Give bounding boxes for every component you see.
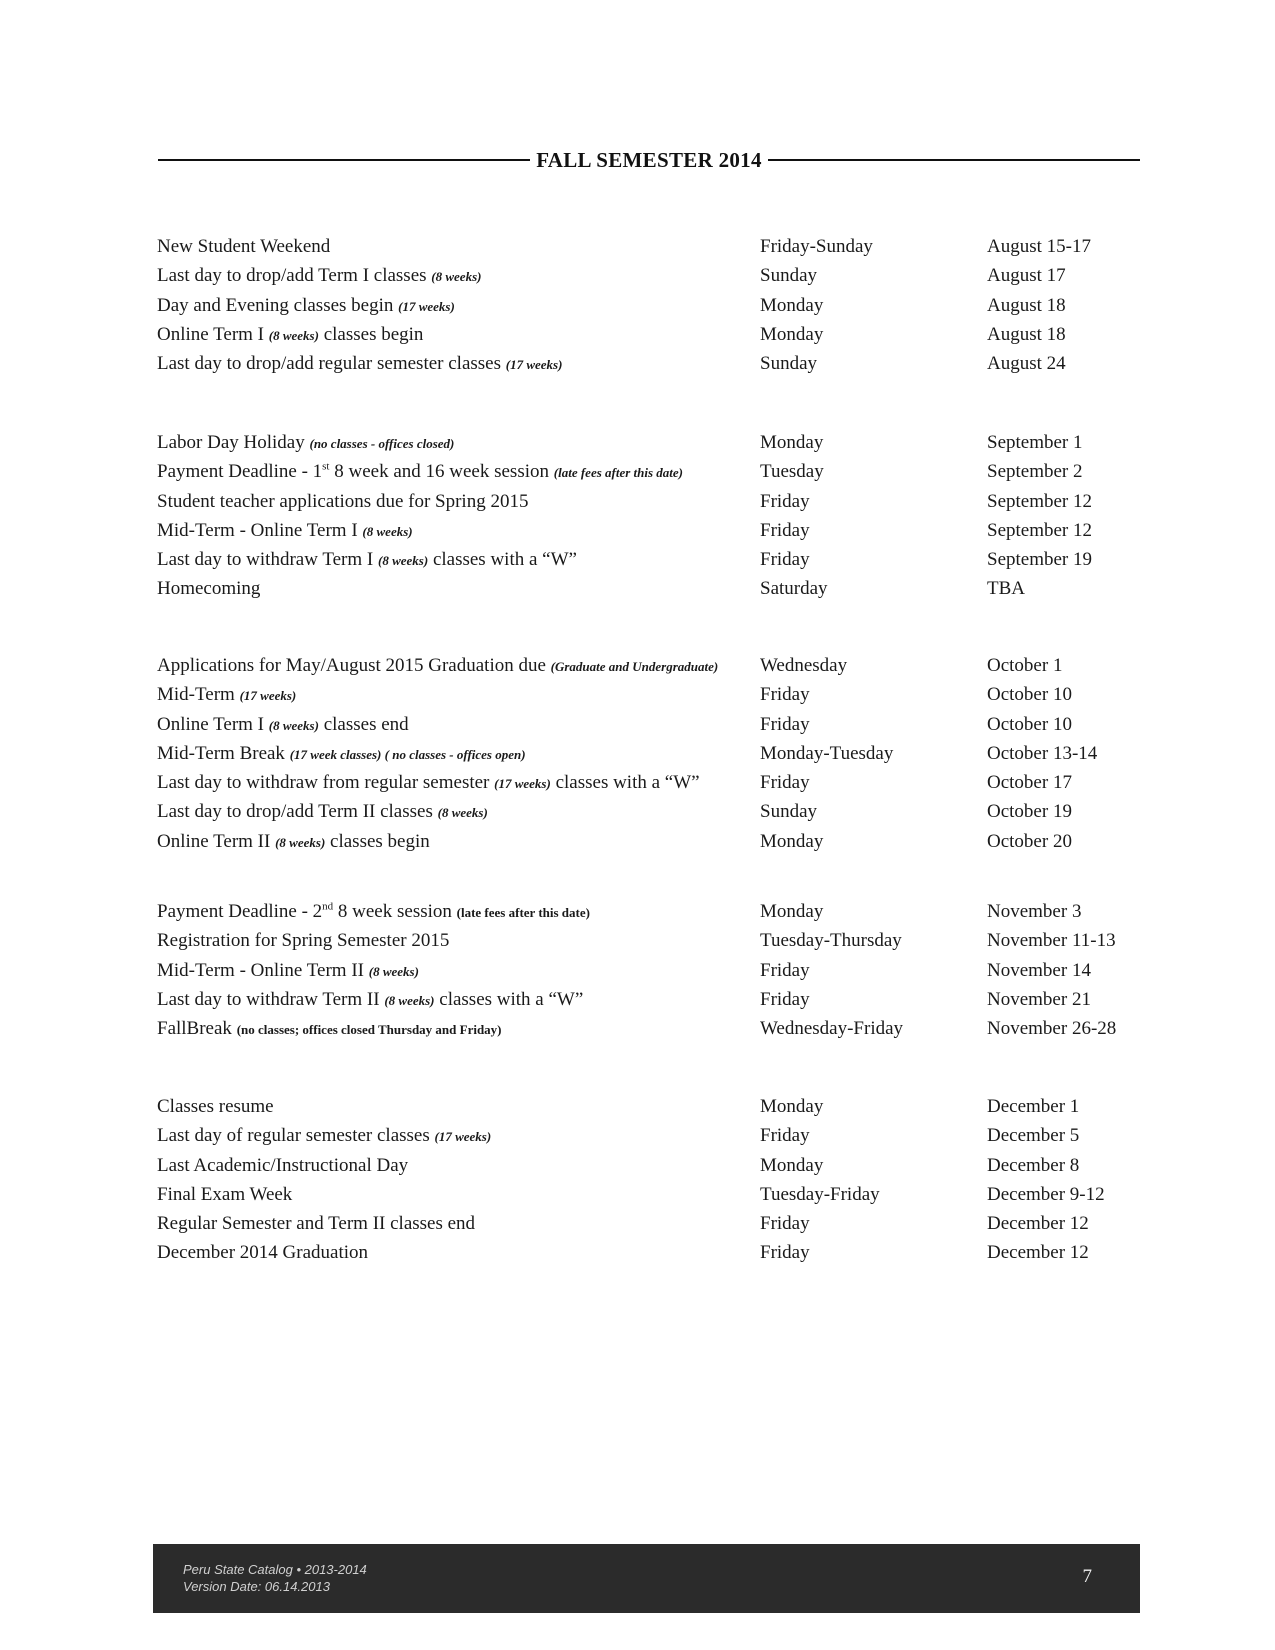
event-label: Online Term I — [157, 713, 265, 735]
event-date: October 10 — [987, 713, 1072, 735]
event-label: Last day to withdraw from regular semester — [157, 772, 490, 794]
footer-version: Version Date: 06.14.2013 — [183, 1579, 330, 1594]
event-label-mid: 8 week and 16 week session — [334, 461, 550, 483]
event-date: October 20 — [987, 830, 1072, 852]
page-number: 7 — [1082, 1566, 1092, 1587]
event-name — [157, 516, 413, 546]
event-date: December 12 — [987, 1242, 1089, 1264]
event-label: Online Term II — [157, 830, 271, 852]
event-day: Friday — [760, 1242, 810, 1264]
event-label: Mid-Term - Online Term II — [157, 959, 364, 981]
event-name — [157, 680, 296, 710]
calendar-row — [0, 1121, 1275, 1150]
calendar-row — [0, 291, 1275, 320]
event-note: (Graduate and Undergraduate) — [550, 659, 719, 674]
event-date: December 8 — [987, 1154, 1080, 1176]
event-label: Day and Evening classes begin — [157, 294, 394, 316]
event-note: (no classes - offices closed) — [309, 436, 455, 451]
calendar-row — [0, 710, 1275, 739]
event-label: Mid-Term - Online Term I — [157, 519, 358, 541]
calendar-row — [0, 320, 1275, 349]
event-label: Mid-Term Break — [157, 742, 285, 764]
calendar-row — [0, 651, 1275, 680]
event-date: November 14 — [987, 959, 1091, 981]
event-day: Friday — [760, 519, 810, 541]
event-date: October 19 — [987, 801, 1072, 823]
event-day: Saturday — [760, 578, 828, 600]
event-name — [157, 651, 718, 681]
event-name — [157, 1180, 292, 1209]
event-note: (8 weeks) — [384, 992, 435, 1008]
calendar-section — [0, 232, 1275, 378]
event-label: New Student Weekend — [157, 236, 331, 257]
event-note: (late fees after this date) — [456, 905, 590, 920]
event-date: October 17 — [987, 772, 1072, 794]
event-day: Friday — [760, 549, 810, 571]
event-note: (8 weeks) — [268, 717, 319, 733]
event-day: Monday — [760, 432, 824, 453]
event-note: (8 weeks) — [362, 523, 413, 539]
event-date: TBA — [987, 578, 1025, 600]
event-label: Last Academic/Instructional Day — [157, 1154, 409, 1176]
calendar-row — [0, 926, 1275, 955]
event-day: Friday — [760, 959, 810, 981]
event-day: Friday — [760, 490, 810, 512]
calendar-row — [0, 1209, 1275, 1238]
event-name — [157, 261, 481, 291]
calendar-row — [0, 897, 1275, 926]
calendar-row — [0, 739, 1275, 768]
event-day: Monday-Tuesday — [760, 742, 894, 764]
event-label-after: classes with a “W” — [439, 988, 584, 1010]
section-title-bar — [158, 143, 1140, 177]
event-date: November 3 — [987, 901, 1082, 922]
event-note: (no classes; offices closed Thursday and Friday) — [236, 1022, 502, 1038]
event-ordinal: st — [322, 460, 330, 473]
event-note: (8 weeks) — [275, 834, 326, 850]
event-name — [157, 1209, 475, 1238]
event-date: September 1 — [987, 432, 1083, 453]
event-label-after: classes end — [323, 713, 409, 735]
calendar-section — [0, 428, 1275, 604]
event-date: September 19 — [987, 549, 1093, 571]
calendar-row — [0, 956, 1275, 985]
event-label: Payment Deadline - 2 — [157, 901, 323, 922]
event-name — [157, 232, 330, 261]
event-date: November 26-28 — [987, 1018, 1117, 1040]
calendar-row — [0, 487, 1275, 516]
event-day: Monday — [760, 323, 824, 345]
calendar-row — [0, 261, 1275, 290]
event-date: September 2 — [987, 461, 1083, 483]
event-label-after: classes begin — [323, 323, 424, 345]
event-label: Applications for May/August 2015 Graduation due — [157, 655, 546, 676]
event-label: Classes resume — [157, 1096, 274, 1117]
event-note: (17 weeks) — [494, 776, 551, 792]
event-name — [157, 428, 454, 458]
event-note: (late fees after this date) — [553, 465, 684, 481]
calendar-row — [0, 574, 1275, 603]
event-day: Monday — [760, 901, 824, 922]
calendar-section — [0, 1092, 1275, 1268]
event-day: Friday — [760, 1125, 810, 1147]
calendar-row — [0, 428, 1275, 457]
event-date: December 5 — [987, 1125, 1080, 1147]
event-day: Sunday — [760, 265, 817, 287]
event-date: August 18 — [987, 294, 1066, 316]
event-label: Student teacher applications due for Spring 2015 — [157, 490, 529, 512]
event-note: (8 weeks) — [378, 553, 429, 569]
event-day: Friday — [760, 988, 810, 1010]
event-note: (8 weeks) — [431, 269, 482, 285]
event-day: Friday — [760, 713, 810, 735]
event-label-after: classes with a “W” — [555, 772, 700, 794]
event-label: Final Exam Week — [157, 1183, 293, 1205]
event-note: (17 weeks) — [398, 298, 455, 314]
calendar-section — [0, 897, 1275, 1043]
event-day: Friday — [760, 684, 810, 706]
event-label-after: classes with a “W” — [432, 549, 577, 571]
event-name — [157, 739, 526, 769]
event-name — [157, 926, 449, 955]
event-date: August 18 — [987, 323, 1066, 345]
event-label: Labor Day Holiday — [157, 432, 305, 453]
event-date: December 12 — [987, 1213, 1089, 1235]
event-date: August 15-17 — [987, 236, 1091, 257]
calendar-row — [0, 457, 1275, 486]
calendar-row — [0, 1180, 1275, 1209]
event-name — [157, 574, 260, 603]
event-name — [157, 1092, 274, 1121]
event-name — [157, 487, 528, 516]
event-name — [157, 457, 683, 487]
event-name — [157, 1121, 491, 1151]
title-rule-left — [158, 159, 530, 161]
footer-info — [183, 1561, 367, 1595]
event-day: Monday — [760, 830, 824, 852]
event-day: Tuesday — [760, 461, 824, 483]
event-date: December 9-12 — [987, 1183, 1105, 1205]
event-name — [157, 797, 488, 827]
event-day: Tuesday-Friday — [760, 1183, 880, 1205]
event-name — [157, 1238, 368, 1267]
event-note: (17 weeks) — [505, 357, 563, 373]
event-label: Last day to withdraw Term I — [157, 549, 374, 571]
event-date: October 10 — [987, 684, 1072, 706]
calendar-row — [0, 1092, 1275, 1121]
event-name — [157, 710, 409, 740]
page-footer — [153, 1544, 1140, 1613]
event-day: Friday — [760, 1213, 810, 1235]
event-label-after: classes begin — [330, 830, 430, 852]
event-note: (17 week classes) ( no classes - offices open) — [289, 746, 526, 762]
calendar-row — [0, 768, 1275, 797]
calendar-row — [0, 827, 1275, 856]
event-date: September 12 — [987, 490, 1093, 512]
event-date: September 12 — [987, 519, 1093, 541]
event-day: Wednesday — [760, 655, 848, 676]
event-name — [157, 827, 430, 857]
event-date: October 13-14 — [987, 742, 1098, 764]
event-name — [157, 1014, 502, 1044]
event-note: (8 weeks) — [268, 327, 319, 343]
event-ordinal: nd — [322, 900, 334, 913]
event-note: (8 weeks) — [437, 805, 488, 821]
event-note: (17 weeks) — [239, 688, 297, 704]
event-name — [157, 349, 562, 379]
event-name — [157, 985, 583, 1015]
event-day: Sunday — [760, 801, 817, 823]
calendar-row — [0, 1151, 1275, 1180]
event-label: Mid-Term — [157, 684, 235, 706]
footer-catalog: Peru State Catalog • 2013-2014 — [183, 1562, 367, 1577]
event-name — [157, 897, 590, 927]
event-name — [157, 545, 577, 575]
event-label: Registration for Spring Semester 2015 — [157, 930, 450, 952]
event-day: Sunday — [760, 353, 817, 375]
event-date: November 21 — [987, 988, 1091, 1010]
page-title: FALL SEMESTER 2014 — [536, 147, 762, 172]
event-name — [157, 1151, 408, 1180]
calendar-row — [0, 516, 1275, 545]
event-note: (8 weeks) — [368, 963, 419, 979]
event-date: August 17 — [987, 265, 1066, 287]
event-label-mid: 8 week session — [337, 901, 457, 922]
calendar-row — [0, 680, 1275, 709]
calendar-row — [0, 1238, 1275, 1267]
event-day: Monday — [760, 294, 824, 316]
calendar-row — [0, 545, 1275, 574]
event-label: Homecoming — [157, 578, 261, 600]
event-day: Friday — [760, 772, 810, 794]
event-note: (17 weeks) — [434, 1129, 492, 1145]
event-label: Last day to withdraw Term II — [157, 988, 380, 1010]
event-label: FallBreak — [157, 1018, 232, 1040]
event-day: Monday — [760, 1154, 824, 1176]
calendar-section — [0, 651, 1275, 856]
event-label: Last day to drop/add Term II classes — [157, 801, 433, 823]
event-label: Regular Semester and Term II classes end — [157, 1213, 476, 1235]
event-date: December 1 — [987, 1096, 1080, 1117]
calendar-row — [0, 232, 1275, 261]
event-day: Friday-Sunday — [760, 236, 873, 257]
title-rule-right — [768, 159, 1140, 161]
event-label: Online Term I — [157, 323, 265, 345]
event-date: October 1 — [987, 655, 1063, 676]
calendar-row — [0, 349, 1275, 378]
event-date: August 24 — [987, 353, 1066, 375]
calendar-row — [0, 797, 1275, 826]
calendar-row — [0, 985, 1275, 1014]
event-name — [157, 320, 423, 350]
calendar-row — [0, 1014, 1275, 1043]
event-label: Last day of regular semester classes — [157, 1125, 430, 1147]
event-name — [157, 291, 455, 321]
event-day: Tuesday-Thursday — [760, 930, 902, 952]
event-label: Last day to drop/add regular semester classes — [157, 353, 501, 375]
event-name — [157, 768, 700, 798]
event-day: Wednesday-Friday — [760, 1018, 904, 1040]
event-label: Last day to drop/add Term I classes — [157, 265, 427, 287]
event-day: Monday — [760, 1096, 824, 1117]
event-date: November 11-13 — [987, 930, 1116, 952]
event-label: Payment Deadline - 1 — [157, 461, 323, 483]
event-label: December 2014 Graduation — [157, 1242, 369, 1264]
event-name — [157, 956, 419, 986]
